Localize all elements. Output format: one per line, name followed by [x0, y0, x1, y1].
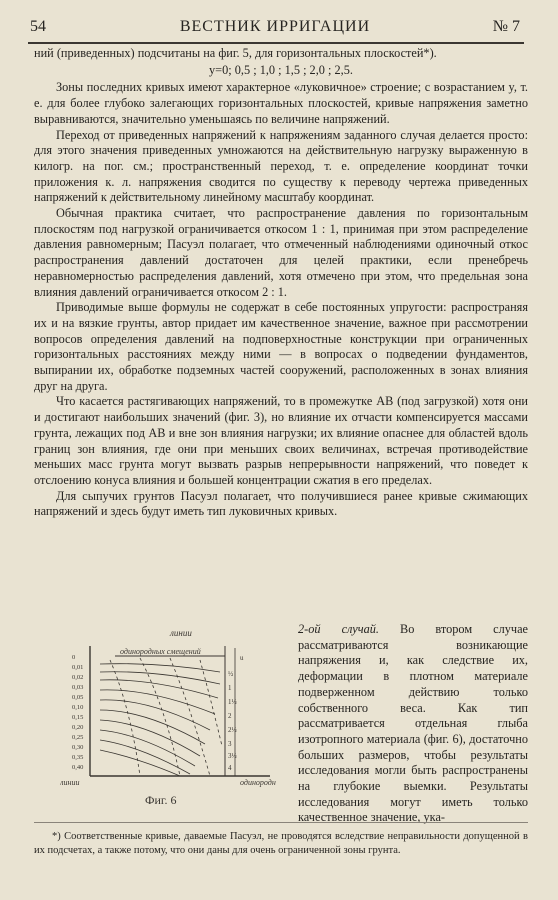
figure-top-label: линии — [170, 628, 192, 638]
svg-text:0: 0 — [72, 654, 76, 661]
svg-text:0,40: 0,40 — [72, 764, 84, 771]
svg-text:0,15: 0,15 — [72, 714, 84, 721]
svg-text:0,03: 0,03 — [72, 684, 84, 691]
paragraph: ний (приведенных) подсчитаны на фиг. 5, для горизонтальных плоскостей*). — [34, 46, 437, 60]
svg-text:0,35: 0,35 — [72, 754, 84, 761]
page-number: 54 — [30, 18, 46, 35]
svg-text:u: u — [240, 654, 244, 662]
figure-right-ticks — [228, 654, 244, 772]
footnote-rule — [34, 822, 528, 823]
svg-text:0,01: 0,01 — [72, 664, 84, 671]
paragraph: Переход от приведенных напряжений к напряжениям заданного случая делается просто: для этого значения приведенных умножаются на действительную нагрузку выраженную в килогр. на пог. см.; пространственный переход, т. е. определение координат точки приложения к. л. напряжения сводится по существу к переводу чертежа приведенных напряжений к действительному линейному масштабу координат. — [34, 127, 528, 205]
page-header — [30, 16, 520, 40]
paragraph: Обычная практика считает, что распространение давления по горизонтальным плоскостям под нагрузкой ограничивается откосом 1 : 1, принимая при этом распределение давления равномерным; Пасуэл полагает, что отмеченный наблюдениями одиночный откос распространения давлений достаточен для целей практики, если пренебречь неравномерностью распределения давлений, хотя отмечено при этом, что предельная зона влияния давлений ограничивается откосом 2 : 1. — [34, 206, 528, 299]
svg-text:0,05: 0,05 — [72, 694, 84, 701]
figure-bottom-right-label: одинородн — [240, 778, 276, 787]
figure-left-ticks — [72, 654, 83, 771]
main-text — [34, 46, 528, 520]
side-paragraph — [298, 622, 528, 826]
footnote: *) Соответственные кривые, даваемые Пасуэл, не проводятся вследствие неправильности допущенной в их подсчетах, а также потому, что они даны для очень ограниченной зоны грунта. — [34, 831, 528, 856]
journal-title: ВЕСТНИК ИРРИГАЦИИ — [179, 18, 371, 35]
figure-6 — [60, 626, 290, 812]
paragraph: Что касается растягивающих напряжений, то в промежутке AB (под загрузкой) хотя они и достигают наибольших значений (фиг. 3), но влияние их отчасти компенсируется массами грунта, лежащих под AB и вне зон влияния нагрузки; их влияние опаснее для областей вдоль границ зон влияния, где они при меньших своих величинах, встречая противодействие меньших масс грунта могут вызвать разрыв непрерывности напряжений, что поведет к отслоению конуса влияния и большей концентрации сжатия в его пределах. — [34, 394, 528, 487]
formula: y=0; 0,5 ; 1,0 ; 1,5 ; 2,0 ; 2,5. — [209, 62, 353, 77]
svg-text:0,25: 0,25 — [72, 734, 84, 741]
svg-text:½: ½ — [228, 670, 234, 678]
side-text: Во втором случае рассматриваются возникающие напряжения и, как следствие их, деформации в плотном материале подверженном действию только собственного веса. Как тип рассматривается отдельная глыба изотропного материала (фиг. 6), достаточно больших размеров, чтобы результаты исследования могли быть распространены на глубокие выемки. Результаты исследования могут иметь только качественное значение, ука- — [298, 622, 529, 825]
figure-diagram — [60, 626, 290, 812]
figure-caption: Фиг. 6 — [145, 793, 177, 807]
svg-text:0,20: 0,20 — [72, 724, 84, 731]
header-rule — [28, 42, 524, 44]
figure-bottom-left-label: линии — [60, 778, 80, 787]
figure-top-label-2: одинородных смещений — [120, 647, 201, 656]
svg-text:1: 1 — [228, 684, 232, 692]
svg-text:3½: 3½ — [228, 752, 237, 760]
svg-text:2½: 2½ — [228, 726, 237, 734]
paragraph: Для сыпучих грунтов Пасуэл полагает, что получившиеся ранее кривые сжимающих напряжений и здесь будут иметь тип луковичных кривых. — [34, 488, 528, 519]
paragraph: Зоны последних кривых имеют характерное «луковичное» строение; с возрастанием y, т. е. для более глубоко залегающих горизонтальных плоскостей, кривые напряжения заметно выравниваются, значительно уменьшаясь по величине напряжений. — [34, 80, 528, 126]
case-heading: 2-ой случай. — [298, 622, 379, 636]
svg-text:3: 3 — [228, 740, 232, 748]
issue-number: № 7 — [492, 18, 520, 35]
svg-text:0,30: 0,30 — [72, 744, 84, 751]
svg-text:4: 4 — [228, 764, 232, 772]
svg-text:2: 2 — [228, 712, 232, 720]
svg-text:0,02: 0,02 — [72, 674, 84, 681]
svg-text:1½: 1½ — [228, 698, 237, 706]
svg-text:0,10: 0,10 — [72, 704, 84, 711]
side-column — [298, 622, 528, 826]
paragraph: Приводимые выше формулы не содержат в себе постоянных упругости: распространяя их и на вязкие грунты, автор придает им качественное значение, важное при рассмотрении вопросов определения давлений на подповерхностные конструкции при ограниченных горизонтальных расстояниях между ними — в вопросах о подведении фундаментов, выпирании их, обработке подземных частей сооружений, расположенных в зонах влияния друг на друга. — [34, 300, 528, 393]
